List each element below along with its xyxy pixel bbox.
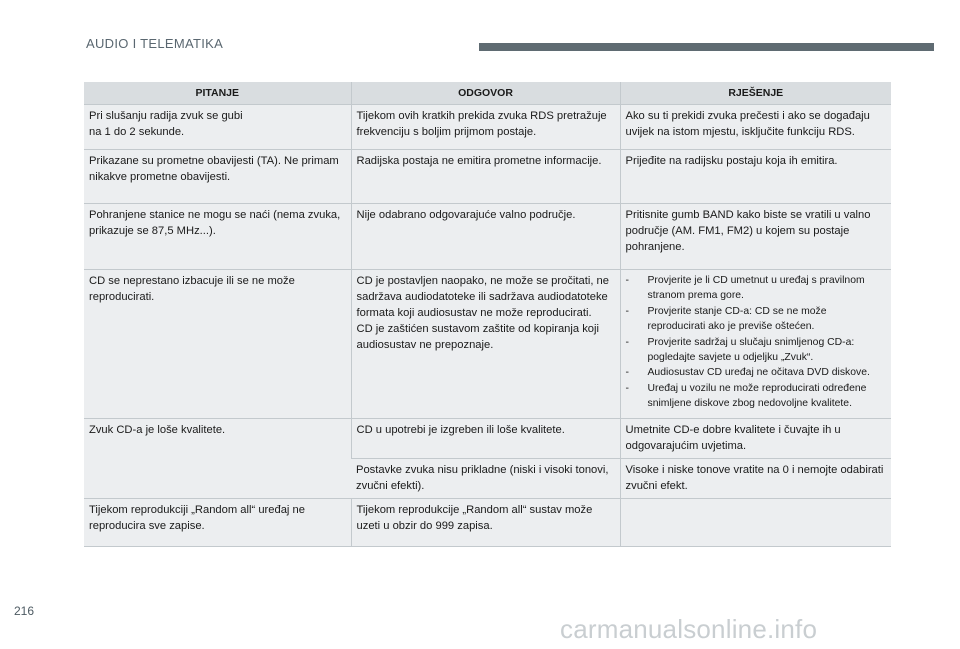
answer-cell: Nije odabrano odgovarajuće valno područje. bbox=[351, 204, 620, 270]
section-title: AUDIO I TELEMATIKA bbox=[86, 36, 224, 51]
table-row bbox=[84, 418, 891, 458]
header-answer: ODGOVOR bbox=[351, 82, 620, 105]
table-row bbox=[84, 204, 891, 270]
table-row bbox=[84, 105, 891, 150]
solution-item: - Audiosustav CD uređaj ne očitava DVD diskove. bbox=[626, 365, 887, 380]
answer-cell: CD u upotrebi je izgreben ili loše kvalitete. bbox=[351, 418, 620, 458]
answer-cell: Tijekom reprodukcije „Random all“ sustav može uzeti u obzir do 999 zapisa. bbox=[351, 498, 620, 546]
troubleshooting-table bbox=[84, 82, 891, 547]
solution-item: - Provjerite stanje CD-a: CD se ne može reproducirati ako je previše oštećen. bbox=[626, 304, 887, 335]
answer-cell: Postavke zvuka nisu prikladne (niski i visoki tonovi, zvučni efekti). bbox=[351, 458, 620, 498]
solution-cell: Prijeđite na radijsku postaju koja ih emitira. bbox=[620, 150, 891, 204]
solution-cell bbox=[620, 270, 891, 419]
question-cell: Pohranjene stanice ne mogu se naći (nema zvuka, prikazuje se 87,5 MHz...). bbox=[84, 204, 351, 270]
table-row bbox=[84, 498, 891, 546]
solution-list bbox=[626, 273, 887, 412]
question-cell: Tijekom reprodukciji „Random all“ uređaj ne reproducira sve zapise. bbox=[84, 498, 351, 546]
page-number: 216 bbox=[14, 604, 35, 618]
header-solution: RJEŠENJE bbox=[620, 82, 891, 105]
header-question: PITANJE bbox=[84, 82, 351, 105]
answer-cell: Tijekom ovih kratkih prekida zvuka RDS pretražuje frekvenciju s boljim prijmom postaje. bbox=[351, 105, 620, 150]
solution-item: - Uređaj u vozilu ne može reproducirati određene snimljene diskove zbog nedovoljne kvalitete. bbox=[626, 381, 887, 412]
solution-cell: Visoke i niske tonove vratite na 0 i nemojte odabirati zvučni efekt. bbox=[620, 458, 891, 498]
solution-item: - Provjerite je li CD umetnut u uređaj s pravilnom stranom prema gore. bbox=[626, 273, 887, 304]
solution-item: - Provjerite sadržaj u slučaju snimljenog CD-a: pogledajte savjete u odjeljku „Zvuk“. bbox=[626, 335, 887, 366]
table-row bbox=[84, 150, 891, 204]
solution-cell: Pritisnite gumb BAND kako biste se vratili u valno područje (AM. FM1, FM2) u kojem su postaje pohranjene. bbox=[620, 204, 891, 270]
table-row bbox=[84, 270, 891, 419]
question-cell: CD se neprestano izbacuje ili se ne može reproducirati. bbox=[84, 270, 351, 419]
question-cell: Pri slušanju radija zvuk se gubi na 1 do 2 sekunde. bbox=[84, 105, 351, 150]
answer-cell: Radijska postaja ne emitira prometne informacije. bbox=[351, 150, 620, 204]
solution-cell: Ako su ti prekidi zvuka prečesti i ako se događaju uvijek na istom mjestu, isključite funkciju RDS. bbox=[620, 105, 891, 150]
header-bar bbox=[479, 43, 934, 51]
solution-cell bbox=[620, 498, 891, 546]
answer-cell: CD je postavljen naopako, ne može se pročitati, ne sadržava audiodatoteke ili sadržava audiodatoteke formata koji audiosustav ne može reproducirati. CD je zaštićen sustavom zaštite od kopiranja koji audiosustav ne prepoznaje. bbox=[351, 270, 620, 419]
question-cell: Zvuk CD-a je loše kvalitete. bbox=[84, 418, 351, 498]
watermark: carmanualsonline.info bbox=[560, 614, 818, 644]
question-cell: Prikazane su prometne obavijesti (TA). Ne primam nikakve prometne obavijesti. bbox=[84, 150, 351, 204]
table-header-row bbox=[84, 82, 891, 105]
solution-cell: Umetnite CD-e dobre kvalitete i čuvajte ih u odgovarajućim uvjetima. bbox=[620, 418, 891, 458]
